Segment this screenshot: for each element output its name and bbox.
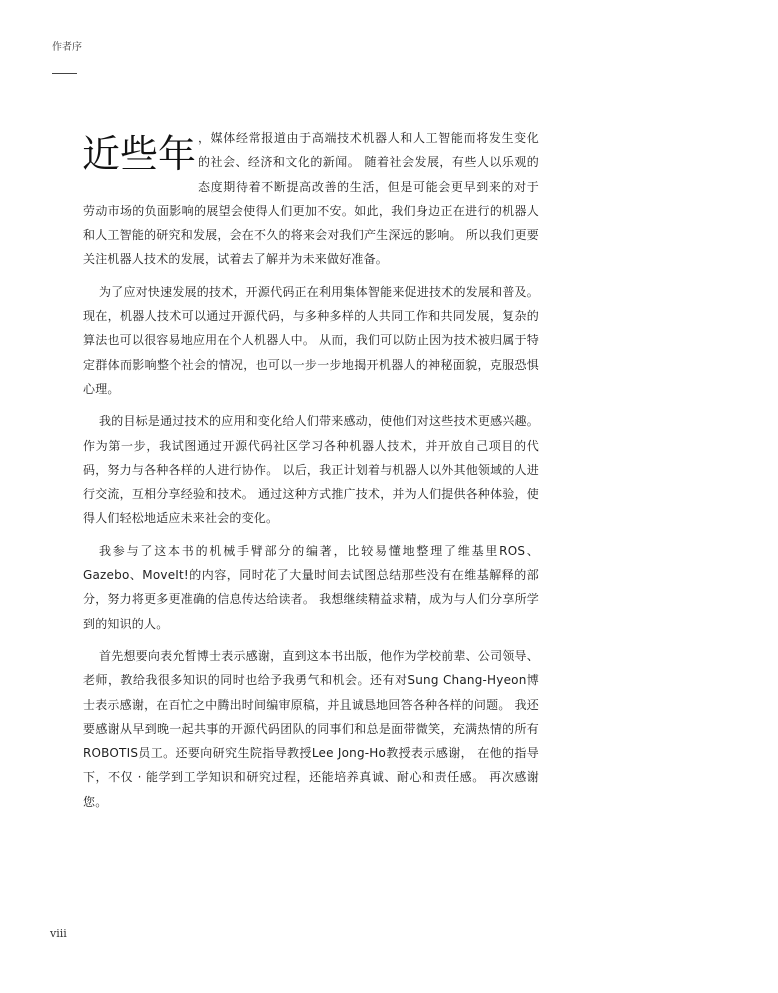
- drop-cap-heading: 近些年: [82, 132, 197, 176]
- header-divider: [52, 73, 77, 74]
- paragraph-4: 我参与了这本书的机械手臂部分的编著，比较易懂地整理了维基里ROS、Gazebo、MoveIt!的内容，同时花了大量时间去试图总结那些没有在维基解释的部分，努力将更多更准确的信息传达给读者。 我想继续精益求精，成为与人们分享所学到的知识的人。: [83, 543, 539, 631]
- paragraph-5: 首先想要向表允晳博士表示感谢，直到这本书出版，他作为学校前辈、公司领导、老师，教给我很多知识的同时也给予我勇气和机会。还有对Sung Chang-Hyeon博士表示感谢，在百忙之中腾出时间编审原稿，并且诚恳地回答各种各样的问题。 我还要感谢从早到晚一起共事的开源代码团队的同事们和总是面带微笑，充满热情的所有ROBOTIS员工。还要向研究生院指导教授Lee Jong-Ho教授表示感谢， 在他的指导下，不仅 · 能学到工学知识和研究过程，还能培养真诚、耐心和责任感。 再次感谢您。: [83, 648, 539, 809]
- paragraph-1: [83, 126, 539, 272]
- preface-body: [83, 126, 539, 822]
- paragraph-3: 我的目标是通过技术的应用和变化给人们带来感动，使他们对这些技术更感兴趣。 作为第一步，我试图通过开源代码社区学习各种机器人技术，并开放自己项目的代码，努力与各种各样的人进行协作。 以后，我正计划着与机器人以外其他领域的人进行交流，互相分享经验和技术。 通过这种方式推广技术，并为人们提供各种体验，使得人们轻松地适应未来社会的变化。: [83, 414, 539, 526]
- page-number: viii: [50, 927, 67, 940]
- paragraph-1-text: ，媒体经常报道由于高端技术机器人和人工智能而将发生变化的社会、经济和文化的新闻。 随着社会发展，有些人以乐观的态度期待着不断提高改善的生活，但是可能会更早到来的对于劳动市场的负面影响的展望会使得人们更加不安。如此，我们身边正在进行的机器人和人工智能的研究和发展，会在不久的将来会对我们产生深远的影响。 所以我们更要关注机器人技术的发展，试着去了解并为未来做好准备。: [83, 131, 539, 267]
- paragraph-2: 为了应对快速发展的技术，开源代码正在利用集体智能来促进技术的发展和普及。 现在，机器人技术可以通过开源代码，与多种多样的人共同工作和共同发展，复杂的算法也可以很容易地应用在个人机器人中。 从而，我们可以防止因为技术被归属于特定群体而影响整个社会的情况，也可以一步一步地揭开机器人的神秘面貌，克服恐惧心理。: [83, 284, 539, 396]
- section-label: 作者序: [52, 42, 82, 53]
